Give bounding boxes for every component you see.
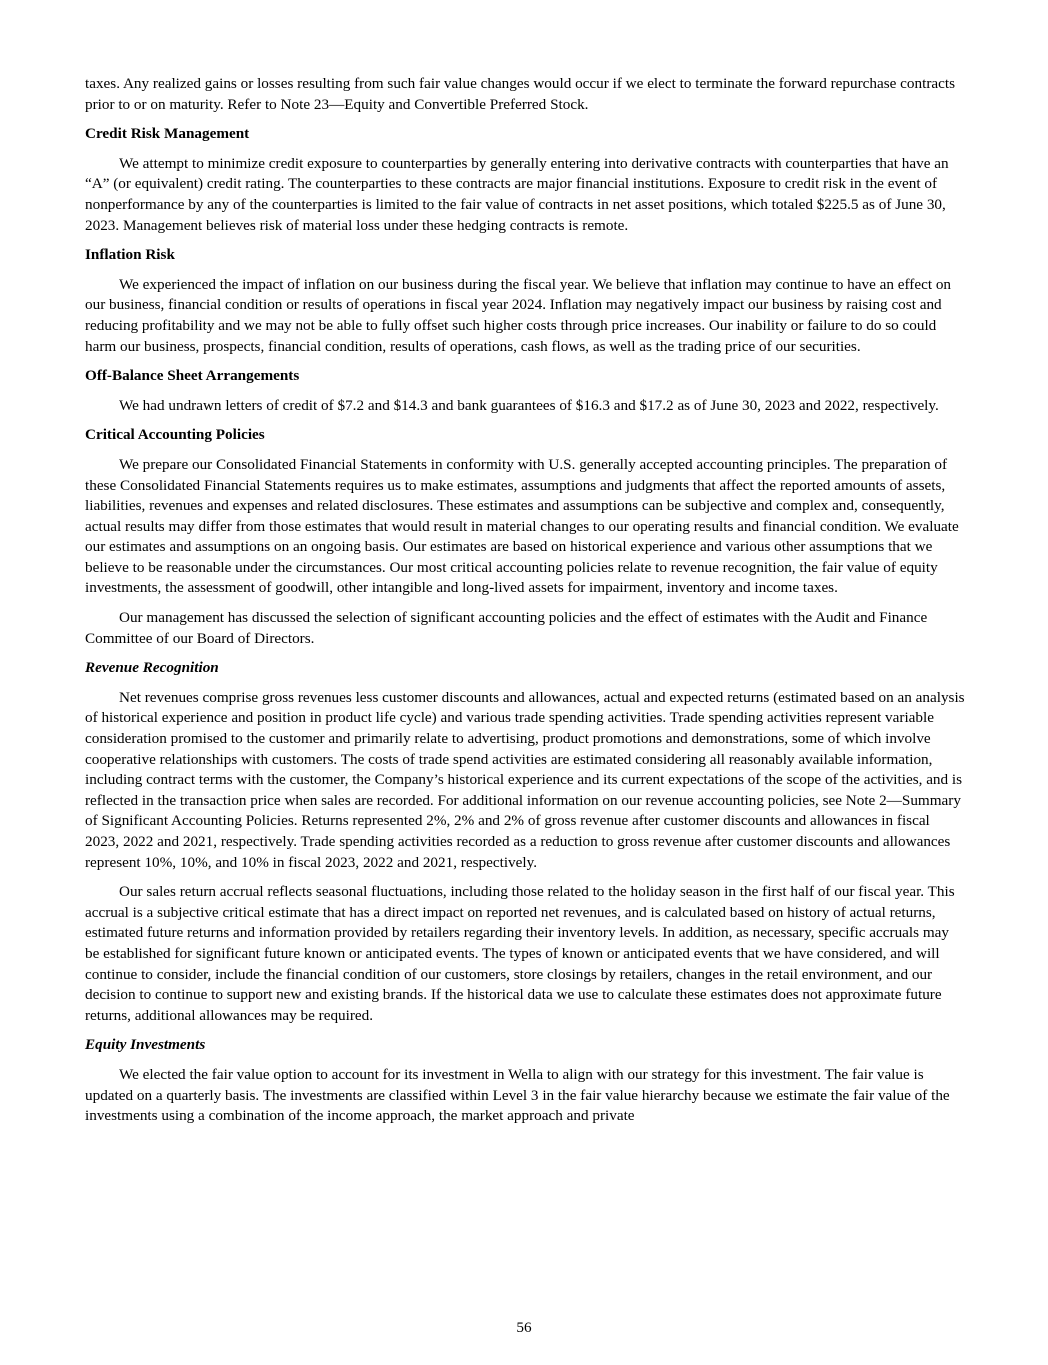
paragraph: Our management has discussed the selection of significant accounting policies and the effect of estimates with the Audit and Finance Committee of our Board of Directors.: [85, 609, 928, 647]
page-number: 56: [516, 1319, 532, 1336]
section-heading: Critical Accounting Policies: [85, 426, 265, 444]
section-heading: Revenue Recognition: [85, 659, 219, 677]
paragraph: We had undrawn letters of credit of $7.2 and $14.3 and bank guarantees of $16.3 and $17.2 as of June 30, 2023 and 2022, respectively.: [119, 396, 939, 414]
paragraph: We prepare our Consolidated Financial Statements in conformity with U.S. generally accepted accounting principles. The preparation of these Consolidated Financial Statements requires us to make estimates, assumptions and judgments that affect the reported amounts of assets, liabilities, revenues and expenses and related disclosures. These estimates and assumptions can be subjective and complex and, consequently, actual results may differ from those estimates that would result in material changes to our operating results and financial condition. We evaluate our estimates and assumptions on an ongoing basis. Our estimates are based on historical experience and various other assumptions that we believe to be reasonable under the circumstances. Our most critical accounting policies relate to revenue recognition, the fair value of equity investments, the assessment of goodwill, other intangible and long-lived assets for impairment, inventory and income taxes.: [85, 455, 959, 597]
section-heading: Off-Balance Sheet Arrangements: [85, 367, 300, 385]
paragraph: We experienced the impact of inflation on our business during the fiscal year. We believe that inflation may continue to have an effect on our business, financial condition or results of operations in fiscal year 2024. Inflation may negatively impact our business by raising cost and reducing profitability and we may not be able to fully offset such higher costs through price increases. Our inability or failure to do so could harm our business, prospects, financial condition, results of operations, cash flows, as well as the trading price of our securities.: [85, 275, 952, 355]
paragraph: Net revenues comprise gross revenues less customer discounts and allowances, actual and expected returns (estimated based on an analysis of historical experience and position in product life cycle) and various trade spending activities. Trade spending activities represent variable consideration promised to the customer and primarily relate to advertising, product promotions and demonstrations, some of which involve cooperative relationships with customers. The costs of trade spend activities are estimated considering all reasonably available information, including contract terms with the customer, the Company’s historical experience and its current expectations of the scope of the activities, and is reflected in the transaction price when sales are recorded. For additional information on our revenue accounting policies, see Note 2—Summary of Significant Accounting Policies. Returns represented 2%, 2% and 2% of gross revenue after customer discounts and allowances in fiscal 2023, 2022 and 2021, respectively. Trade spending activities recorded as a reduction to gross revenue after customer discounts and allowances represent 10%, 10%, and 10% in fiscal 2023, 2022 and 2021, respectively.: [85, 688, 965, 871]
paragraph: taxes. Any realized gains or losses resulting from such fair value changes would occur if we elect to terminate the forward repurchase contracts prior to or on maturity. Refer to Note 23—Equity and Convertible Preferred Stock.: [85, 75, 956, 113]
section-heading: Equity Investments: [85, 1036, 206, 1054]
paragraph: We attempt to minimize credit exposure to counterparties by generally entering into derivative contracts with counterparties that have an “A” (or equivalent) credit rating. The counterparties to these contracts are major financial institutions. Exposure to credit risk in the event of nonperformance by any of the counterparties is limited to the fair value of contracts in net asset positions, which totaled $225.5 as of June 30, 2023. Management believes risk of material loss under these hedging contracts is remote.: [85, 154, 949, 234]
paragraph: Our sales return accrual reflects seasonal fluctuations, including those related to the holiday season in the first half of our fiscal year. This accrual is a subjective critical estimate that has a direct impact on reported net revenues, and is calculated based on history of actual returns, estimated future returns and information provided by retailers regarding their inventory levels. In addition, as necessary, specific accruals may be established for significant future known or anticipated events. The types of known or anticipated events that we have considered, and will continue to consider, include the financial condition of our customers, store closings by retailers, changes in the retail environment, and our decision to continue to support new and existing brands. If the historical data we use to calculate these estimates does not approximate future returns, additional allowances may be required.: [85, 883, 955, 1024]
document-body: [85, 74, 967, 1136]
section-heading: Inflation Risk: [85, 246, 175, 264]
paragraph: We elected the fair value option to account for its investment in Wella to align with our strategy for this investment. The fair value is updated on a quarterly basis. The investments are classified within Level 3 in the fair value hierarchy because we estimate the fair value of the investments using a combination of the income approach, the market approach and private: [85, 1065, 950, 1125]
section-heading: Credit Risk Management: [85, 125, 250, 143]
